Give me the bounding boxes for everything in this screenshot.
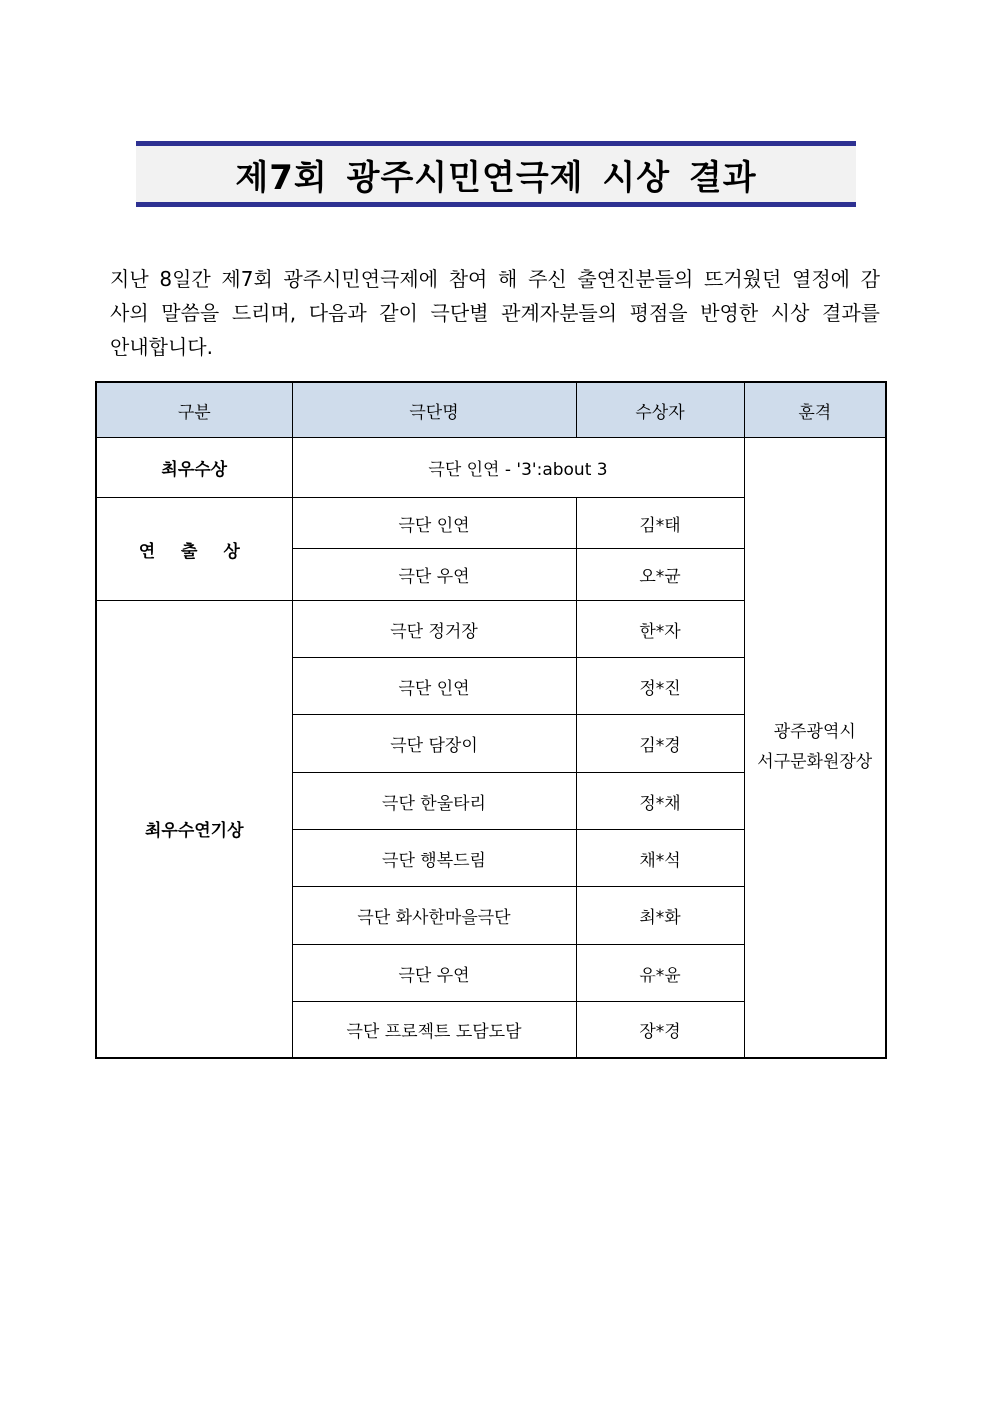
title-banner bbox=[136, 141, 856, 207]
header-category: 구분 bbox=[96, 382, 292, 438]
award-rank-line1: 광주광역시 bbox=[773, 722, 856, 743]
troupe-name: 극단 프로젝트 도담도담 bbox=[292, 1002, 576, 1058]
troupe-name: 극단 정거장 bbox=[292, 601, 576, 658]
troupe-name: 극단 인연 bbox=[292, 498, 576, 549]
award-rank-line2: 서구문화원장상 bbox=[757, 752, 873, 773]
header-rank: 훈격 bbox=[744, 382, 886, 438]
table-header-row bbox=[96, 382, 886, 438]
troupe-name: 극단 담장이 bbox=[292, 715, 576, 773]
category-acting: 최우수연기상 bbox=[96, 601, 292, 1058]
troupe-name: 극단 행복드림 bbox=[292, 830, 576, 887]
troupe-name: 극단 인연 bbox=[292, 658, 576, 715]
intro-paragraph: 지난 8일간 제7회 광주시민연극제에 참여 해 주신 출연진분들의 뜨거웠던 열정에 감사의 말씀을 드리며, 다음과 같이 극단별 관계자분들의 평점을 반영한 시상 결과를 안내합니다. bbox=[110, 267, 880, 359]
awards-table bbox=[95, 381, 887, 1059]
troupe-name: 극단 우연 bbox=[292, 549, 576, 601]
troupe-name: 극단 우연 bbox=[292, 945, 576, 1002]
header-troupe: 극단명 bbox=[292, 382, 576, 438]
winner-name: 정*진 bbox=[576, 658, 744, 715]
category-directing: 연 출 상 bbox=[96, 498, 292, 601]
winner-name: 장*경 bbox=[576, 1002, 744, 1058]
winner-name: 채*석 bbox=[576, 830, 744, 887]
winner-name: 정*채 bbox=[576, 773, 744, 830]
table-row bbox=[96, 438, 886, 498]
winner-name: 최*화 bbox=[576, 887, 744, 945]
header-winner: 수상자 bbox=[576, 382, 744, 438]
troupe-name: 극단 화사한마을극단 bbox=[292, 887, 576, 945]
best-work-entry: 극단 인연 - '3':about 3 bbox=[292, 438, 744, 498]
winner-name: 김*태 bbox=[576, 498, 744, 549]
winner-name: 김*경 bbox=[576, 715, 744, 773]
winner-name: 유*윤 bbox=[576, 945, 744, 1002]
winner-name: 한*자 bbox=[576, 601, 744, 658]
category-best-work: 최우수상 bbox=[96, 438, 292, 498]
page-title: 제7회 광주시민연극제 시상 결과 bbox=[235, 157, 757, 198]
troupe-name: 극단 한울타리 bbox=[292, 773, 576, 830]
winner-name: 오*균 bbox=[576, 549, 744, 601]
award-rank bbox=[744, 438, 886, 1058]
